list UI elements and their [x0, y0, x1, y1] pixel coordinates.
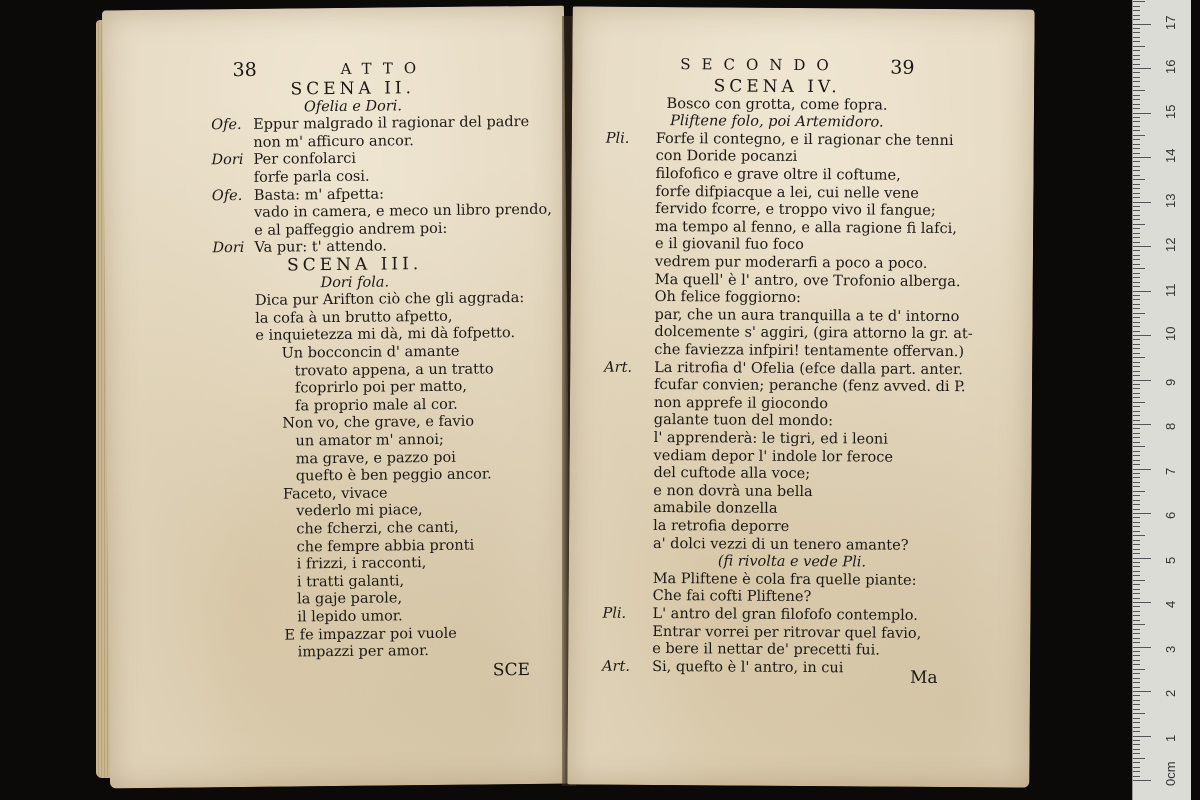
ruler-tick: [1133, 273, 1140, 274]
ruler-tick: [1133, 72, 1140, 73]
ruler-tick: [1133, 135, 1145, 136]
ruler-tick: [1133, 371, 1140, 372]
ruler-tick: [1133, 647, 1151, 648]
ruler-tick: [1133, 99, 1140, 100]
ruler-tick: [1133, 566, 1140, 567]
ruler-tick: [1133, 620, 1140, 621]
ruler-tick: [1133, 504, 1140, 505]
ruler-tick: [1133, 157, 1151, 158]
ruler-tick: [1133, 420, 1140, 421]
ruler-tick: [1133, 713, 1145, 714]
ruler-tick: [1133, 50, 1140, 51]
ruler-tick: [1133, 242, 1140, 243]
ruler-tick: [1133, 19, 1140, 20]
text-line: fcufar convien; peranche (fenz avved. di P.: [654, 377, 966, 396]
open-book: [96, 8, 1038, 786]
ruler-tick: [1133, 442, 1140, 443]
text-line: e il giovanil fuo foco: [655, 236, 804, 254]
text-line: e non dovrà una bella: [653, 482, 813, 500]
text-line: trovato appena, a un tratto: [294, 360, 494, 380]
ruler-tick: [1133, 219, 1140, 220]
ruler-tick: [1133, 188, 1140, 189]
text-line: fervido fcorre, e troppo vivo il fangue;: [655, 201, 936, 220]
text-line: Che fai cofti Pliftene?: [652, 588, 812, 606]
text-line: che fempre abbia pronti: [296, 537, 475, 556]
ruler-tick: [1133, 81, 1140, 82]
text-line: a' dolci vezzi di un tenero amante?: [652, 535, 909, 554]
ruler-tick: [1133, 380, 1151, 381]
ruler-tick: [1133, 602, 1151, 603]
ruler-tick: [1133, 553, 1140, 554]
ruler-tick: [1133, 606, 1140, 607]
speaker-label: Pli.: [605, 130, 630, 147]
ruler-tick: [1133, 268, 1145, 269]
text-line: non apprefe il giocondo: [653, 394, 829, 412]
ruler-label: 13: [1163, 193, 1178, 208]
ruler-tick: [1133, 362, 1140, 363]
ruler-label: 17: [1163, 15, 1178, 30]
ruler-tick: [1133, 513, 1151, 514]
ruler-tick: [1133, 277, 1140, 278]
speaker-label: Art.: [602, 658, 631, 675]
ruler-tick: [1133, 718, 1140, 719]
text-line: e al paffeggio andrem poi:: [254, 220, 448, 239]
ruler-tick: [1133, 460, 1140, 461]
text-line: galante tuon del mondo:: [653, 412, 834, 430]
text-line: Non vo, che grave, e favio: [282, 413, 475, 432]
ruler-tick: [1133, 695, 1140, 696]
ruler-tick: [1133, 130, 1140, 131]
ruler-tick: [1133, 175, 1140, 176]
ruler-label: 11: [1163, 283, 1178, 297]
text-line: l' apprenderà: le tigri, ed i leoni: [653, 429, 888, 448]
ruler-tick: [1133, 353, 1140, 354]
ruler-tick: [1133, 331, 1140, 332]
ruler-tick: [1133, 255, 1140, 256]
ruler-tick: [1133, 144, 1140, 145]
text-line: amabile donzella: [653, 500, 778, 518]
ruler-tick: [1133, 10, 1140, 11]
ruler-tick: [1133, 339, 1140, 340]
speaker-label: Ofe.: [211, 187, 243, 204]
ruler-tick: [1133, 415, 1140, 416]
text-line: Oh felice foggiorno:: [654, 289, 802, 307]
ruler-tick: [1133, 451, 1140, 452]
text-line: Per confolarci: [253, 151, 357, 169]
text-line: vediam depor l' indole lor feroce: [653, 447, 894, 466]
ruler-tick: [1133, 535, 1145, 536]
ruler-tick: [1133, 206, 1140, 207]
ruler-tick: [1133, 749, 1140, 750]
ruler-tick: [1133, 469, 1151, 470]
ruler-label: 15: [1163, 104, 1178, 119]
right-page: [567, 6, 1034, 787]
text-line: la cofa à un brutto afpetto,: [255, 308, 453, 327]
ruler-tick: [1133, 37, 1140, 38]
ruler-tick: [1133, 193, 1140, 194]
ruler-tick: [1133, 575, 1140, 576]
text-line: che faviezza infpiri! tentamente offervan.): [654, 341, 965, 361]
text-line: Faceto, vivace: [282, 485, 388, 503]
text-line: ma tempo al fenno, e alla ragione fi lafci,: [655, 218, 957, 237]
ruler-tick: [1133, 28, 1140, 29]
ruler-tick: [1133, 771, 1140, 772]
ruler-tick: [1133, 428, 1140, 429]
ruler-tick: [1133, 437, 1140, 438]
ruler-tick: [1133, 744, 1140, 745]
ruler-tick: [1133, 540, 1140, 541]
text-line: Bosco con grotta, come fopra.: [666, 95, 888, 114]
ruler-tick: [1133, 491, 1145, 492]
text-line: non m' afficuro ancor.: [253, 132, 414, 151]
ruler-tick: [1133, 486, 1140, 487]
text-line: vedrem pur moderarfi a poco a poco.: [654, 253, 928, 272]
ruler-tick: [1133, 709, 1140, 710]
scene-heading: SCENA II.: [290, 78, 416, 100]
ruler-tick: [1133, 41, 1140, 42]
ruler-tick: [1133, 384, 1140, 385]
page-number: 39: [890, 56, 915, 79]
measuring-ruler: [1132, 0, 1191, 800]
ruler-tick: [1133, 664, 1140, 665]
ruler-tick: [1133, 495, 1140, 496]
ruler-tick: [1133, 562, 1140, 563]
ruler-tick: [1133, 687, 1140, 688]
ruler-tick: [1133, 731, 1140, 732]
ruler-tick: [1133, 166, 1140, 167]
text-line: Basta: m' afpetta:: [253, 186, 385, 204]
ruler-tick: [1133, 121, 1140, 122]
ruler-tick: [1133, 264, 1140, 265]
ruler-tick: [1133, 678, 1140, 679]
ruler-tick: [1133, 317, 1140, 318]
ruler-tick: [1133, 68, 1151, 69]
left-page: [102, 6, 572, 789]
text-line: L' antro del gran filofofo contemplo.: [652, 605, 918, 624]
ruler-tick: [1133, 184, 1140, 185]
ruler-tick: [1133, 161, 1140, 162]
speaker-label: Dori: [211, 152, 244, 169]
ruler-tick: [1133, 233, 1140, 234]
ruler-tick: [1133, 308, 1140, 309]
ruler-label: 2: [1163, 689, 1178, 697]
page-number: 38: [232, 58, 257, 82]
ruler-tick: [1133, 313, 1145, 314]
ruler-tick: [1133, 509, 1140, 510]
ruler-tick: [1133, 615, 1140, 616]
ruler-tick: [1133, 179, 1145, 180]
ruler-tick: [1133, 673, 1140, 674]
ruler-tick: [1133, 237, 1140, 238]
ruler-tick: [1133, 473, 1140, 474]
ruler-tick: [1133, 776, 1140, 777]
ruler-tick: [1133, 224, 1145, 225]
text-line: Dori fola.: [320, 274, 390, 291]
ruler-tick: [1133, 202, 1151, 203]
ruler-tick: [1133, 655, 1140, 656]
ruler-tick: [1133, 286, 1140, 287]
ruler-tick: [1133, 250, 1140, 251]
ruler-label: 8: [1163, 422, 1178, 430]
ruler-label: 16: [1163, 59, 1178, 74]
ruler-tick: [1133, 322, 1140, 323]
text-line: (fi rivolta e vede Pli.: [717, 553, 867, 571]
ruler-tick: [1133, 549, 1140, 550]
ruler-tick: [1133, 455, 1140, 456]
ruler-tick: [1133, 517, 1140, 518]
text-line: il lepido umor.: [297, 608, 403, 626]
ruler-label: 7: [1163, 467, 1178, 475]
ruler-label: 1: [1163, 734, 1178, 742]
ruler-tick: [1133, 59, 1140, 60]
ruler-tick: [1133, 629, 1140, 630]
ruler-tick: [1133, 366, 1140, 367]
ruler-tick: [1133, 139, 1140, 140]
ruler-tick: [1133, 589, 1140, 590]
ruler-tick: [1133, 215, 1140, 216]
ruler-label: 14: [1163, 148, 1178, 163]
text-line: ma grave, e pazzo poi: [295, 449, 456, 468]
ruler-tick: [1133, 95, 1140, 96]
ruler-tick: [1133, 344, 1140, 345]
ruler-tick: [1133, 611, 1140, 612]
catchword: SCE: [492, 659, 531, 681]
ruler-tick: [1133, 544, 1140, 545]
ruler-tick: [1133, 624, 1145, 625]
text-line: la retrofia deporre: [653, 517, 790, 535]
ruler-tick: [1133, 651, 1140, 652]
ruler-tick: [1133, 446, 1145, 447]
text-line: forfe difpiacque a lei, cui nelle vene: [655, 183, 919, 202]
text-line: con Doride pocanzi: [655, 148, 798, 166]
ruler-tick: [1133, 580, 1145, 581]
ruler-tick: [1133, 24, 1151, 25]
ruler-tick: [1133, 77, 1140, 78]
ruler-tick: [1133, 411, 1140, 412]
running-head: ATTO: [340, 59, 428, 78]
ruler-tick: [1133, 700, 1140, 701]
text-line: un amator m' annoi;: [295, 431, 444, 450]
ruler-tick: [1133, 682, 1140, 683]
ruler-tick: [1133, 153, 1140, 154]
text-line: Forfe il contegno, e il ragionar che tenni: [655, 130, 954, 149]
ruler-tick: [1133, 464, 1140, 465]
ruler-tick: [1133, 758, 1145, 759]
ruler-tick: [1133, 1, 1145, 2]
ruler-tick: [1133, 64, 1140, 65]
ruler-tick: [1133, 299, 1140, 300]
ruler-tick: [1133, 402, 1145, 403]
ruler-tick: [1133, 397, 1140, 398]
ruler-label: 6: [1163, 511, 1178, 519]
speaker-label: Pli.: [602, 605, 627, 622]
ruler-tick: [1133, 522, 1140, 523]
ruler-tick: [1133, 424, 1151, 425]
ruler-tick: [1133, 406, 1140, 407]
ruler-tick: [1133, 477, 1140, 478]
text-line: Si, quefto è l' antro, in cui: [652, 658, 844, 677]
ruler-label: 0cm: [1163, 761, 1178, 786]
text-line: fcoprirlo poi per matto,: [294, 378, 468, 397]
ruler-tick: [1133, 740, 1140, 741]
text-line: Pliftene folo, poi Artemidoro.: [670, 113, 884, 131]
text-line: Dica pur Arifton ciò che gli aggrada:: [254, 290, 525, 310]
text-line: forfe parla cosi.: [253, 168, 370, 186]
ruler-label: 12: [1163, 237, 1178, 252]
text-line: i frizzi, i racconti,: [296, 555, 427, 573]
ruler-tick: [1133, 762, 1140, 763]
ruler-tick: [1133, 388, 1140, 389]
text-line: e inquietezza mi dà, mi dà fofpetto.: [255, 325, 516, 345]
speaker-label: Art.: [604, 359, 633, 376]
ruler-tick: [1133, 531, 1140, 532]
text-line: Un bocconcin d' amante: [281, 343, 460, 362]
ruler-tick: [1133, 126, 1140, 127]
ruler-tick: [1133, 246, 1151, 247]
ruler-tick: [1133, 704, 1140, 705]
ruler-tick: [1133, 593, 1140, 594]
scene-heading: SCENA IV.: [713, 76, 841, 98]
ruler-tick: [1133, 326, 1140, 327]
ruler-tick: [1133, 526, 1140, 527]
ruler-tick: [1133, 90, 1145, 91]
ruler-tick: [1133, 736, 1151, 737]
ruler-tick: [1133, 558, 1151, 559]
text-line: par, che un aura tranquilla a te d' intorno: [654, 306, 960, 325]
running-head: SECONDO: [680, 55, 840, 75]
ruler-tick: [1133, 584, 1140, 585]
text-line: che fcherzi, che canti,: [296, 519, 459, 538]
text-line: dolcemente s' aggiri, (gira attorno la gr. at-: [654, 324, 973, 343]
ruler-label: 5: [1163, 556, 1178, 564]
catchword: Ma: [909, 667, 938, 688]
ruler-label: 9: [1163, 378, 1178, 386]
text-line: Eppur malgrado il ragionar del padre: [253, 114, 530, 134]
ruler-tick: [1133, 393, 1140, 394]
ruler-tick: [1133, 55, 1140, 56]
ruler-tick: [1133, 46, 1145, 47]
ruler-tick: [1133, 598, 1140, 599]
ruler-tick: [1133, 767, 1140, 768]
text-line: filofofico e grave oltre il coftume,: [655, 165, 901, 184]
ruler-tick: [1133, 148, 1140, 149]
ruler-tick: [1133, 727, 1140, 728]
ruler-tick: [1133, 104, 1140, 105]
text-line: E fe impazzar poi vuole: [284, 625, 457, 644]
ruler-tick: [1133, 304, 1140, 305]
ruler-tick: [1133, 32, 1140, 33]
scene-heading: SCENA III.: [286, 254, 423, 276]
speaker-label: Ofe.: [211, 117, 242, 134]
ruler-label: 3: [1163, 645, 1178, 653]
text-line: fa proprio male al cor.: [295, 396, 458, 415]
ruler-tick: [1133, 117, 1140, 118]
ruler-tick: [1133, 295, 1140, 296]
ruler-tick: [1133, 86, 1140, 87]
ruler-tick: [1133, 633, 1140, 634]
text-line: Ma Pliftene è cola fra quelle piante:: [652, 570, 917, 589]
ruler-tick: [1133, 291, 1151, 292]
ruler-tick: [1133, 210, 1140, 211]
ruler-tick: [1133, 482, 1140, 483]
ruler-tick: [1133, 780, 1151, 781]
ruler-tick: [1133, 722, 1140, 723]
ruler-tick: [1133, 660, 1140, 661]
ruler-tick: [1133, 642, 1140, 643]
text-line: vederlo mi piace,: [296, 502, 423, 520]
speaker-label: Dori: [212, 240, 245, 257]
ruler-label: 10: [1163, 326, 1178, 341]
ruler-tick: [1133, 170, 1140, 171]
text-line: quefto è ben peggio ancor.: [295, 466, 492, 485]
ruler-tick: [1133, 669, 1145, 670]
ruler-tick: [1133, 259, 1140, 260]
ruler-tick: [1133, 571, 1140, 572]
text-line: del cuftode alla voce;: [653, 465, 811, 483]
ruler-label: 4: [1163, 600, 1178, 608]
ruler-tick: [1133, 753, 1140, 754]
ruler-tick: [1133, 433, 1140, 434]
ruler-tick: [1133, 357, 1145, 358]
text-line: la gaje parole,: [297, 590, 403, 608]
ruler-tick: [1133, 335, 1151, 336]
ruler-tick: [1133, 375, 1140, 376]
text-line: Va pur: t' attendo.: [254, 238, 387, 257]
ruler-tick: [1133, 500, 1140, 501]
ruler-tick: [1133, 108, 1140, 109]
ruler-tick: [1133, 638, 1140, 639]
ruler-tick: [1133, 691, 1151, 692]
ruler-tick: [1133, 348, 1140, 349]
text-line: i tratti galanti,: [296, 573, 405, 591]
text-line: impazzi per amor.: [297, 643, 430, 661]
ruler-tick: [1133, 197, 1140, 198]
text-line: La ritrofia d' Ofelia (efce dalla part. anter.: [654, 359, 963, 378]
text-line: Ma quell' è l' antro, ove Trofonio alberga.: [654, 271, 961, 290]
ruler-tick: [1133, 15, 1140, 16]
text-line: Ofelia e Dori.: [303, 97, 403, 115]
text-line: Entrar vorrei per ritrovar quel favio,: [652, 623, 922, 642]
ruler-tick: [1133, 6, 1140, 7]
ruler-tick: [1133, 228, 1140, 229]
text-line: e bere il nettar de' precetti fui.: [652, 641, 880, 659]
ruler-tick: [1133, 113, 1151, 114]
ruler-tick: [1133, 282, 1140, 283]
text-line: vado in camera, e meco un libro prendo,: [253, 201, 552, 222]
